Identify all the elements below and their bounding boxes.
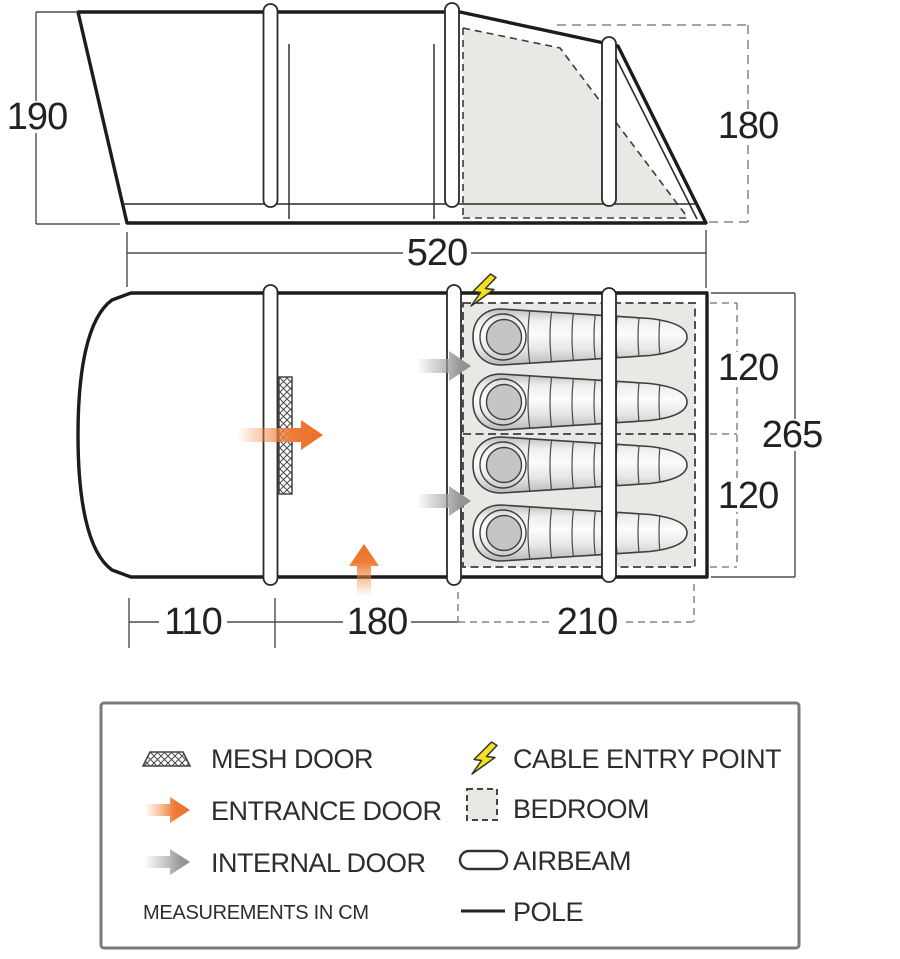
airbeam-tube xyxy=(264,4,278,207)
front-section-length-value: 110 xyxy=(164,601,222,643)
living-section-length-value: 180 xyxy=(346,601,408,643)
bedroom-icon xyxy=(467,789,497,820)
legend-label-mesh-door: MESH DOOR xyxy=(211,744,374,774)
bedroom-width-total-value: 265 xyxy=(761,414,823,456)
legend-label-pole: POLE xyxy=(513,897,584,927)
floor-plan-view xyxy=(78,274,826,648)
legend-label-cable-entry: CABLE ENTRY POINT xyxy=(513,744,782,774)
legend-label-bedroom: BEDROOM xyxy=(513,794,650,824)
airbeam-tube xyxy=(445,3,459,207)
total-length-value: 520 xyxy=(406,232,468,274)
bedroom-width-lower-value: 120 xyxy=(717,475,779,517)
legend xyxy=(101,703,799,948)
airbeam-tube xyxy=(602,37,616,206)
bedroom-section-length-value: 210 xyxy=(556,601,618,643)
legend-label-entrance-door: ENTRANCE DOOR xyxy=(211,796,442,826)
side-elevation-view xyxy=(3,3,782,224)
mesh-door-icon xyxy=(143,752,190,766)
front-height-value: 190 xyxy=(6,96,68,138)
dimension-bedroom-widths xyxy=(710,293,826,577)
dimension-section-lengths xyxy=(129,584,694,648)
rear-height-value: 180 xyxy=(717,105,779,147)
airbeam-tube xyxy=(602,288,616,582)
legend-label-airbeam: AIRBEAM xyxy=(513,846,632,876)
dimension-total-length xyxy=(127,230,706,288)
legend-label-internal-door: INTERNAL DOOR xyxy=(211,848,426,878)
airbeam-icon xyxy=(460,851,507,869)
measurements-note: MEASUREMENTS IN CM xyxy=(143,902,369,924)
bedroom-width-upper-value: 120 xyxy=(717,347,779,389)
side-bedroom-area xyxy=(463,28,688,218)
airbeam-tube xyxy=(447,285,461,585)
